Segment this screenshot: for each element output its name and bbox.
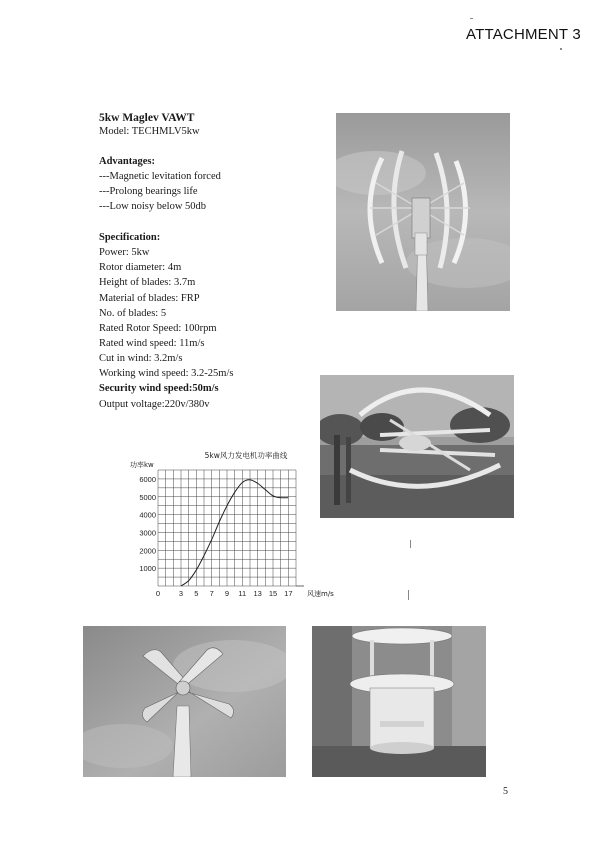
chart-x-tick-label: 7 <box>209 589 214 598</box>
generator-base-photo <box>312 626 486 777</box>
spec-item: Cut in wind: 3.2m/s <box>99 353 183 364</box>
attachment-label: ATTACHMENT 3 <box>466 26 581 43</box>
scan-speck <box>470 18 473 19</box>
turbine-below-photo <box>83 626 286 777</box>
chart-x-tick-label: 9 <box>224 589 230 598</box>
chart-x-tick-label: 11 <box>238 589 247 598</box>
advantages-heading: Advantages: <box>99 156 156 167</box>
chart-x-tick-label: 13 <box>253 589 262 598</box>
power-curve-chart <box>128 448 340 606</box>
chart-y-tick-label: 2000 <box>139 546 156 556</box>
spec-item: Height of blades: 3.7m <box>99 277 196 288</box>
spec-item: Output voltage:220v/380v <box>99 399 210 410</box>
spec-item: Power: 5kw <box>99 247 150 258</box>
page-number: 5 <box>503 786 508 797</box>
chart-y-tick-label: 5000 <box>139 492 156 502</box>
chart-x-tick-label: 5 <box>194 589 199 598</box>
chart-y-tick-label: 1000 <box>139 564 156 574</box>
advantage-item: ---Low noisy below 50db <box>99 201 207 212</box>
chart-x-tick-label: 0 <box>155 589 161 598</box>
scan-speck <box>410 540 411 548</box>
product-title: 5kw Maglev VAWT <box>99 112 195 124</box>
spec-item: Rated Rotor Speed: 100rpm <box>99 323 217 334</box>
spec-item: Material of blades: FRP <box>99 293 200 304</box>
turbine-ground-photo <box>320 375 514 518</box>
chart-y-tick-label: 3000 <box>139 528 156 538</box>
spec-item: Rotor diameter: 4m <box>99 262 182 273</box>
chart-title: 5kw风力发电机功率曲线 <box>204 451 288 460</box>
chart-x-tick-label: 15 <box>268 589 278 598</box>
product-model: Model: TECHMLV5kw <box>99 126 200 137</box>
advantage-item: ---Prolong bearings life <box>99 186 198 197</box>
scan-speck <box>560 48 562 50</box>
advantage-item: ---Magnetic levitation forced <box>99 171 221 182</box>
chart-x-tick-label: 17 <box>284 589 293 598</box>
spec-item-security: Security wind speed:50m/s <box>99 383 219 394</box>
specification-heading: Specification: <box>99 232 161 243</box>
spec-item: Rated wind speed: 11m/s <box>99 338 205 349</box>
spec-item: Working wind speed: 3.2-25m/s <box>99 368 234 379</box>
chart-y-axis-label: 功率kw <box>130 461 154 469</box>
chart-y-tick-label: 4000 <box>139 510 156 520</box>
scan-speck <box>408 590 409 600</box>
chart-x-axis-label: 风速m/s <box>307 590 334 598</box>
chart-x-tick-label: 3 <box>178 589 184 598</box>
chart-y-tick-label: 6000 <box>139 474 156 484</box>
spec-item: No. of blades: 5 <box>99 308 167 319</box>
turbine-sky-photo <box>336 113 510 311</box>
